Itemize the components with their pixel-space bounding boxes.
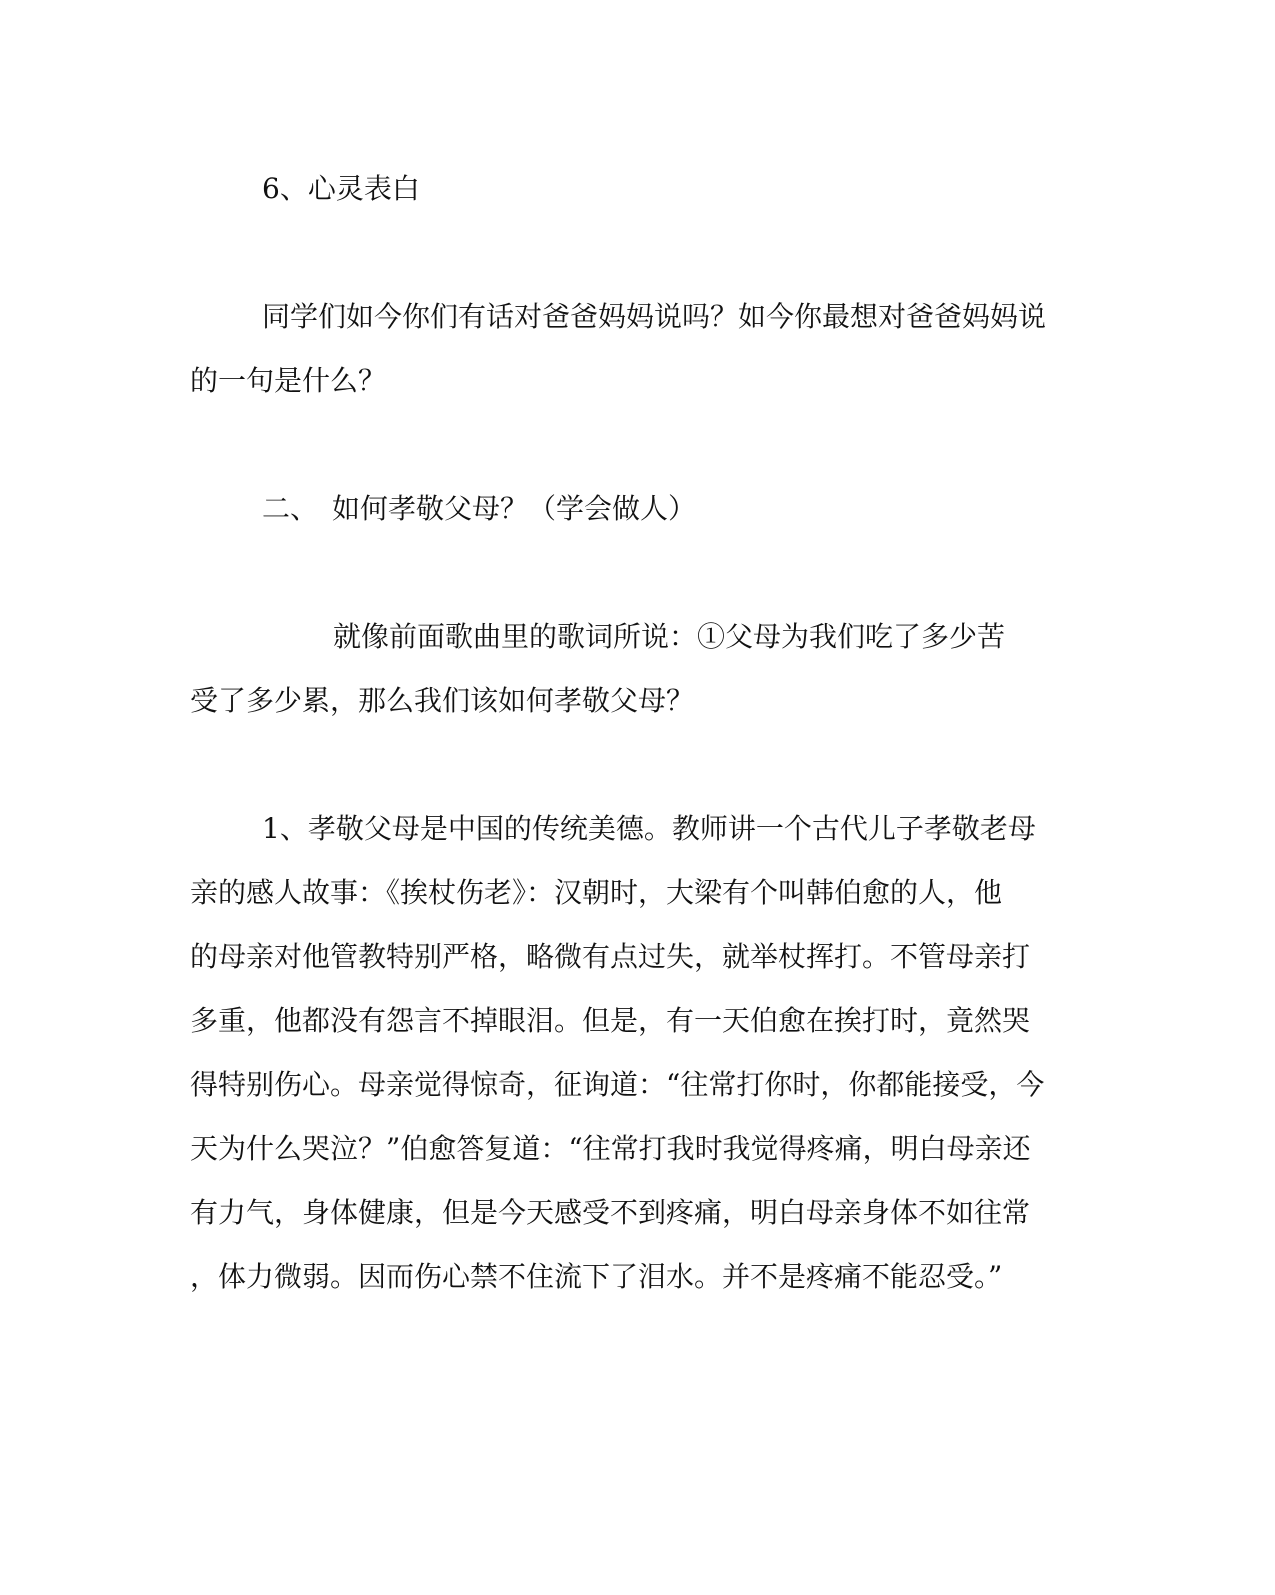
section-6-heading: 6、心灵表白 <box>262 172 420 205</box>
paragraph-3-line-3: 的母亲对他管教特别严格，略微有点过失，就举杖挥打。不管母亲打 <box>190 940 1031 973</box>
paragraph-3-line-8: ，体力微弱。因而伤心禁不住流下了泪水。并不是疼痛不能忍受。” <box>190 1260 1003 1293</box>
paragraph-2-line-1: 就像前面歌曲里的歌词所说：①父母为我们吃了多少苦 <box>333 620 1006 653</box>
paragraph-3-line-6: 天为什么哭泣？”伯愈答复道：“往常打我时我觉得疼痛，明白母亲还 <box>190 1132 1031 1165</box>
paragraph-3-line-4: 多重，他都没有怨言不掉眼泪。但是，有一天伯愈在挨打时，竟然哭 <box>190 1004 1031 1037</box>
paragraph-3-line-5: 得特别伤心。母亲觉得惊奇，征询道：“往常打你时，你都能接受，今 <box>190 1068 1045 1101</box>
paragraph-1-line-1: 同学们如今你们有话对爸爸妈妈说吗？如今你最想对爸爸妈妈说 <box>262 300 1047 333</box>
paragraph-1-line-2: 的一句是什么？ <box>190 364 387 397</box>
paragraph-3-line-2: 亲的感人故事：《挨杖伤老》：汉朝时，大梁有个叫韩伯愈的人，他 <box>190 876 1003 909</box>
paragraph-3-line-7: 有力气，身体健康，但是今天感受不到疼痛，明白母亲身体不如往常 <box>190 1196 1031 1229</box>
section-2-heading: 二、 如何孝敬父母？（学会做人） <box>262 492 697 525</box>
paragraph-3-line-1: 1、孝敬父母是中国的传统美德。教师讲一个古代儿子孝敬老母 <box>262 812 1036 845</box>
paragraph-2-line-2: 受了多少累，那么我们该如何孝敬父母？ <box>190 684 695 717</box>
